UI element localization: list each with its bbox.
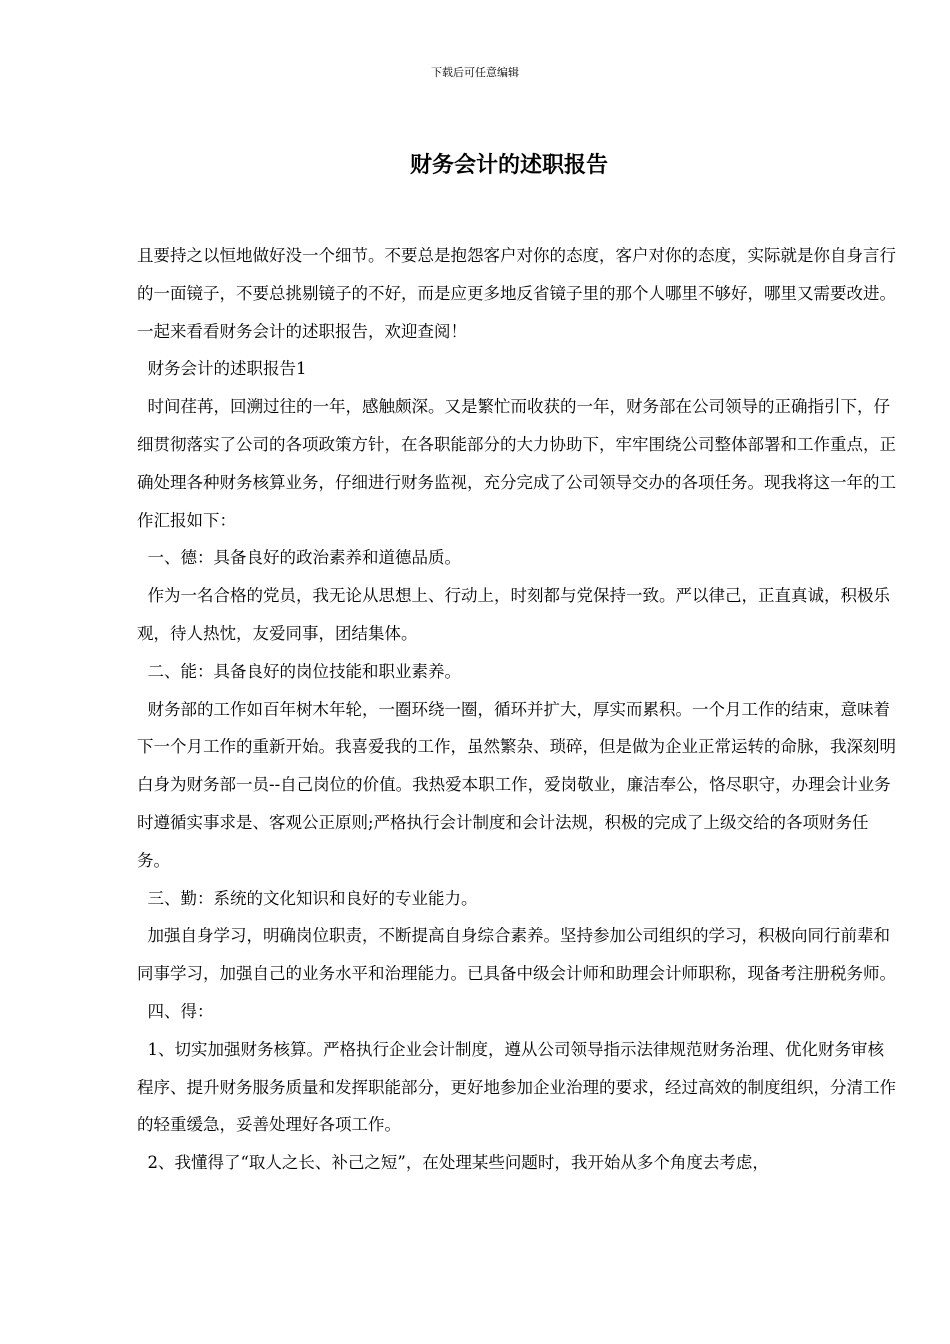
section-heading-de2: 四、得：	[137, 1001, 214, 1021]
section-heading-de: 一、德：具备良好的政治素养和道德品质。	[137, 548, 461, 568]
section-heading-neng: 二、能：具备良好的岗位技能和职业素养。	[137, 661, 461, 681]
paragraph-item-1: 1、切实加强财务核算。严格执行企业会计制度，遵从公司领导指示法律规范财务治理、优化财务审核程序、提升财务服务质量和发挥职能部分，更好地参加企业治理的要求，经过高效的制度组织，分清工作的轻重缓急，妥善处理好各项工作。	[137, 1039, 896, 1135]
paragraph-item-2: 2、我懂得了“取人之长、补己之短”，在处理某些问题时，我开始从多个角度去考虑，	[137, 1153, 769, 1173]
page-header-note: 下载后可任意编辑	[431, 66, 519, 79]
paragraph-overview: 时间荏苒，回溯过往的一年，感触颇深。又是繁忙而收获的一年，财务部在公司领导的正确指引下，仔细贯彻落实了公司的各项政策方针，在各职能部分的大力协助下，牢牢围绕公司整体部署和工作重点，正确处理各种财务核算业务，仔细进行财务监视，充分完成了公司领导交办的各项任务。现我将这一年的工作汇报如下：	[137, 397, 896, 530]
paragraph-de: 作为一名合格的党员，我无论从思想上、行动上，时刻都与党保持一致。严以律己，正直真诚，积极乐观，待人热忱，友爱同事，团结集体。	[137, 586, 890, 643]
paragraph-subtitle: 财务会计的述职报告1	[137, 359, 307, 379]
paragraph-qin: 加强自身学习，明确岗位职责，不断提高自身综合素养。坚持参加公司组织的学习，积极向同行前辈和同事学习，加强自己的业务水平和治理能力。已具备中级会计师和助理会计师职称，现备考注册税务师。	[137, 926, 896, 984]
paragraph-neng: 财务部的工作如百年树木年轮，一圈环绕一圈，循环并扩大，厚实而累积。一个月工作的结束，意味着下一个月工作的重新开始。我喜爱我的工作，虽然繁杂、琐碎，但是做为企业正常运转的命脉，我深刻明白身为财务部一员--自己岗位的价值。我热爱本职工作，爱岗敬业，廉洁奉公，恪尽职守，办理会计业务时遵循实事求是、客观公正原则;严格执行会计制度和会计法规，积极的完成了上级交给的各项财务任务。	[137, 699, 896, 870]
document-body	[137, 237, 897, 1182]
document-title: 财务会计的述职报告	[409, 153, 608, 178]
section-heading-qin: 三、勤：系统的文化知识和良好的专业能力。	[137, 888, 478, 908]
paragraph-intro: 且要持之以恒地做好没一个细节。不要总是抱怨客户对你的态度，客户对你的态度，实际就是你自身言行的一面镜子，不要总挑剔镜子的不好，而是应更多地反省镜子里的那个人哪里不够好，哪里又需要改进。一起来看看财务会计的述职报告，欢迎查阅！	[137, 246, 896, 341]
